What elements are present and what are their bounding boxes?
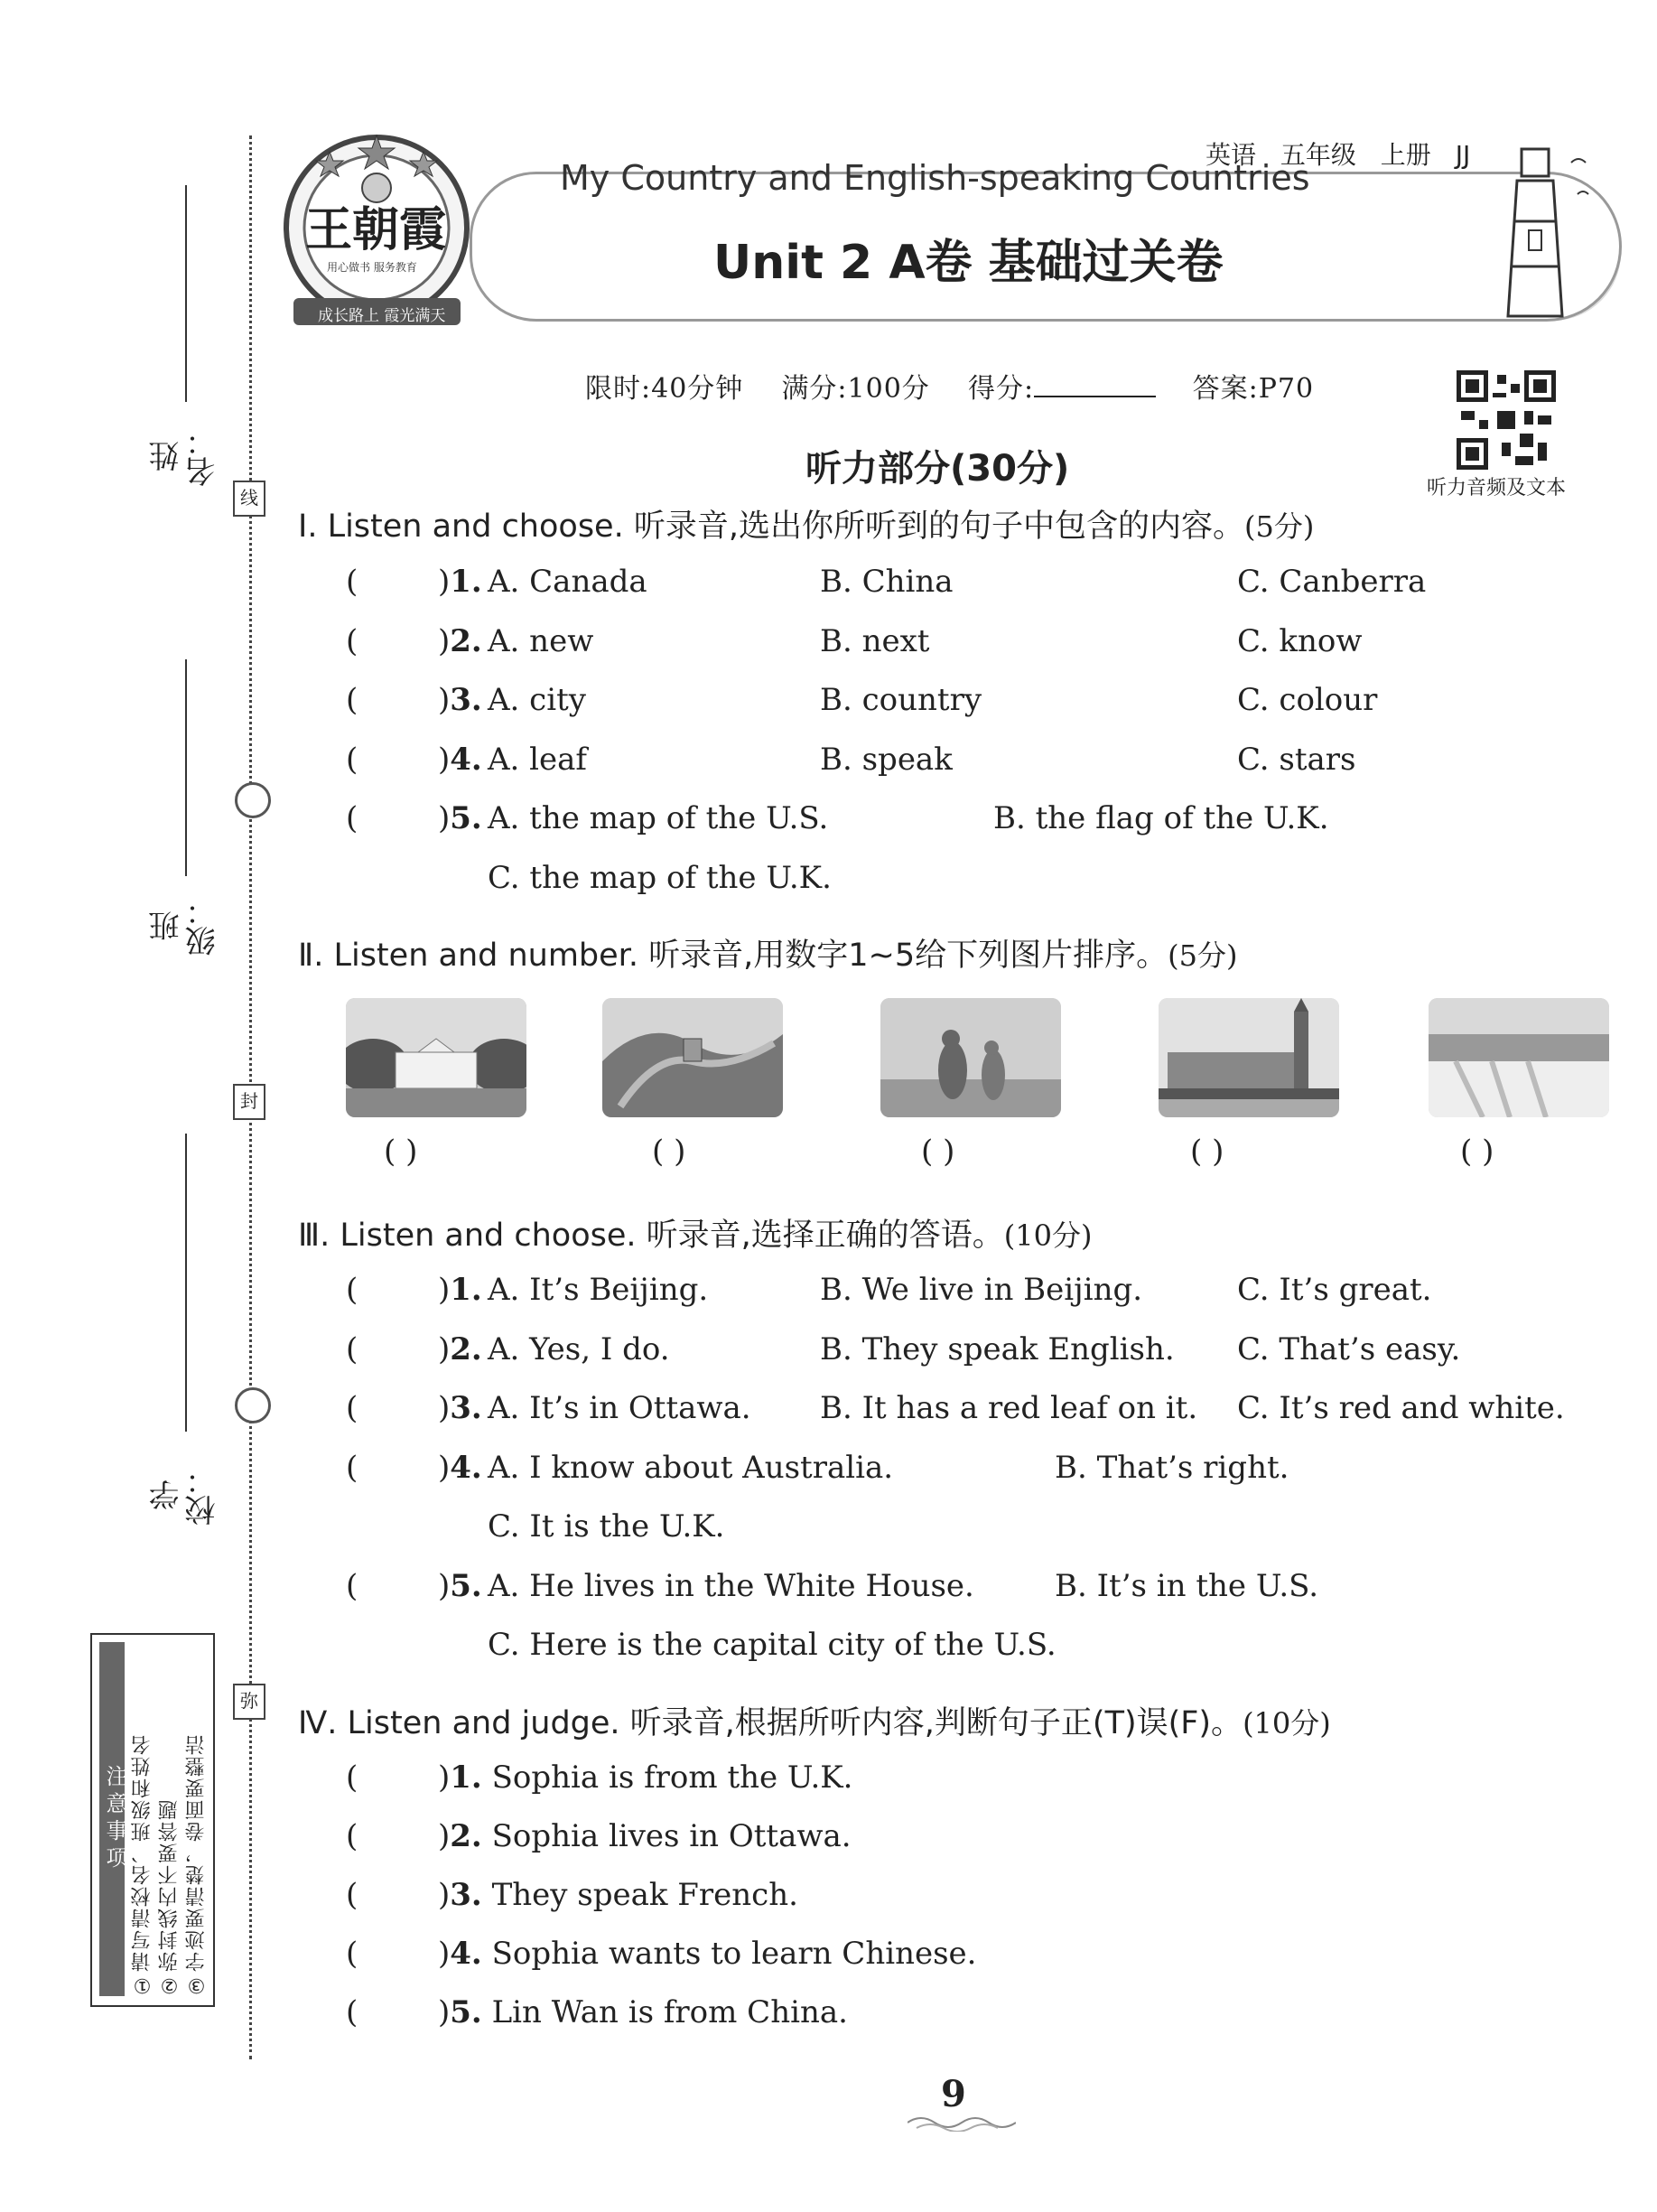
picture-blank-2[interactable]: ( ) bbox=[652, 1134, 686, 1170]
section-2-title: Ⅱ. Listen and number. 听录音,用数字1~5给下列图片排序。(5分) bbox=[298, 938, 1238, 974]
answer-blank[interactable]: ( bbox=[346, 564, 358, 600]
page-title: Unit 2 A卷 基础过关卷 bbox=[713, 236, 1224, 290]
seal-char-mi: 弥 bbox=[233, 1684, 265, 1720]
answer-blank[interactable]: ( bbox=[346, 1759, 358, 1796]
option-c: C. It’s great. bbox=[1237, 1272, 1432, 1308]
statement: )4. Sophia wants to learn Chinese. bbox=[438, 1936, 977, 1972]
question-number: )3. bbox=[438, 1390, 482, 1426]
option-b: B. the flag of the U.K. bbox=[993, 800, 1329, 836]
part-title: 听力部分(30分) bbox=[805, 448, 1070, 490]
answer-blank[interactable]: ( bbox=[346, 623, 358, 659]
info-line bbox=[585, 366, 1314, 406]
seal-char-seal: 封 bbox=[233, 1084, 265, 1120]
option-b: B. It’s in the U.S. bbox=[1055, 1568, 1319, 1604]
answer-blank[interactable]: ( bbox=[346, 742, 358, 778]
option-b: B. That’s right. bbox=[1055, 1450, 1289, 1486]
section-3-title: Ⅲ. Listen and choose. 听录音,选择正确的答语。(10分) bbox=[298, 1218, 1093, 1254]
option-a: A. Canada bbox=[488, 564, 647, 600]
school-label: 学 校： bbox=[149, 1464, 221, 1526]
logo-motto: 用心做书 服务教育 bbox=[327, 261, 417, 274]
option-b: B. They speak English. bbox=[820, 1331, 1175, 1367]
question-number: )4. bbox=[438, 742, 482, 778]
class-label: 班 级： bbox=[149, 895, 221, 957]
picture-blank-5[interactable]: ( ) bbox=[1460, 1134, 1494, 1170]
option-a: A. I know about Australia. bbox=[488, 1450, 894, 1486]
picture-blank-4[interactable]: ( ) bbox=[1190, 1134, 1224, 1170]
answer-blank[interactable]: ( bbox=[346, 1568, 358, 1604]
option-a: A. city bbox=[488, 682, 586, 718]
score-label: 得分: bbox=[967, 373, 1035, 405]
option-b: B. We live in Beijing. bbox=[820, 1272, 1143, 1308]
statement: )2. Sophia lives in Ottawa. bbox=[438, 1818, 852, 1854]
option-a: A. the map of the U.S. bbox=[488, 800, 829, 836]
answer-blank[interactable]: ( bbox=[346, 1877, 358, 1913]
picture-blank-3[interactable]: ( ) bbox=[921, 1134, 955, 1170]
question-number: )2. bbox=[438, 623, 482, 659]
statement: )1. Sophia is from the U.K. bbox=[438, 1759, 853, 1796]
answer-blank[interactable]: ( bbox=[346, 800, 358, 836]
option-b: B. next bbox=[820, 623, 930, 659]
question-number: )2. bbox=[438, 1331, 482, 1367]
notes-box bbox=[90, 1633, 215, 2007]
question-number: )5. bbox=[438, 800, 482, 836]
question-number: )1. bbox=[438, 564, 482, 600]
option-c: C. stars bbox=[1237, 742, 1356, 778]
answer-blank[interactable]: ( bbox=[346, 1450, 358, 1486]
score-blank[interactable] bbox=[1034, 396, 1156, 397]
option-a: A. He lives in the White House. bbox=[488, 1568, 974, 1604]
option-a: A. Yes, I do. bbox=[488, 1331, 670, 1367]
seal-circle-1 bbox=[235, 782, 271, 818]
section-1-title: Ⅰ. Listen and choose. 听录音,选出你所听到的句子中包含的内容。(5分) bbox=[298, 509, 1315, 545]
section-4-title: Ⅳ. Listen and judge. 听录音,根据所听内容,判断句子正(T)误(F)。(10分) bbox=[298, 1705, 1331, 1741]
answer-blank[interactable]: ( bbox=[346, 1818, 358, 1854]
name-label: 姓 名： bbox=[149, 425, 221, 487]
picture-niagara-falls bbox=[1429, 998, 1609, 1117]
option-c: C. colour bbox=[1237, 682, 1378, 718]
answer-blank[interactable]: ( bbox=[346, 1331, 358, 1367]
option-b: B. It has a red leaf on it. bbox=[820, 1390, 1198, 1426]
option-c: C. That’s easy. bbox=[1237, 1331, 1461, 1367]
question-number: )4. bbox=[438, 1450, 482, 1486]
notes-title: 注意事项 bbox=[99, 1642, 125, 1996]
answer-ref: 答案:P70 bbox=[1192, 373, 1315, 405]
picture-white-house bbox=[346, 998, 526, 1117]
option-a: A. It’s in Ottawa. bbox=[488, 1390, 751, 1426]
note-2: ②弥封线内不要答题 bbox=[158, 1798, 181, 1996]
option-b: B. country bbox=[820, 682, 982, 718]
option-b: B. China bbox=[820, 564, 954, 600]
answer-blank[interactable]: ( bbox=[346, 1272, 358, 1308]
question-number: )3. bbox=[438, 682, 482, 718]
picture-kangaroos bbox=[880, 998, 1061, 1117]
option-c: C. It is the U.K. bbox=[488, 1508, 725, 1545]
option-c: C. the map of the U.K. bbox=[488, 860, 832, 896]
option-c: C. Here is the capital city of the U.S. bbox=[488, 1627, 1057, 1663]
option-c: C. It’s red and white. bbox=[1237, 1390, 1565, 1426]
question-number: )5. bbox=[438, 1568, 482, 1604]
qr-caption: 听力音频及文本 bbox=[1427, 477, 1567, 499]
unit-subtitle: My Country and English-speaking Countries bbox=[560, 158, 1310, 198]
note-3: ③字迹要清楚，卷面要整洁 bbox=[185, 1733, 208, 1996]
seal-circle-2 bbox=[235, 1387, 271, 1423]
answer-blank[interactable]: ( bbox=[346, 682, 358, 718]
option-a: A. leaf bbox=[488, 742, 588, 778]
full-score: 满分:100分 bbox=[781, 373, 930, 405]
name-line bbox=[185, 185, 187, 402]
logo-text: 王朝霞 bbox=[305, 203, 447, 257]
option-b: B. speak bbox=[820, 742, 953, 778]
option-c: C. know bbox=[1237, 623, 1363, 659]
page-number: 9 bbox=[941, 2073, 966, 2115]
statement: )5. Lin Wan is from China. bbox=[438, 1994, 848, 2030]
school-line bbox=[185, 1134, 187, 1432]
qr-code-icon[interactable] bbox=[1457, 370, 1556, 470]
picture-big-ben bbox=[1159, 998, 1339, 1117]
option-a: A. It’s Beijing. bbox=[488, 1272, 709, 1308]
answer-blank[interactable]: ( bbox=[346, 1390, 358, 1426]
wave-icon bbox=[908, 2114, 1016, 2135]
time-limit: 限时:40分钟 bbox=[585, 373, 744, 405]
option-c: C. Canberra bbox=[1237, 564, 1427, 600]
statement: )3. They speak French. bbox=[438, 1877, 798, 1913]
logo-banner: 成长路上 霞光满天 bbox=[318, 307, 446, 325]
grade-info: 英语 五年级 上册 JJ bbox=[1206, 140, 1471, 170]
answer-blank[interactable]: ( bbox=[346, 1994, 358, 2030]
picture-great-wall bbox=[602, 998, 783, 1117]
option-a: A. new bbox=[488, 623, 594, 659]
answer-blank[interactable]: ( bbox=[346, 1936, 358, 1972]
picture-blank-1[interactable]: ( ) bbox=[384, 1134, 418, 1170]
class-line bbox=[185, 659, 187, 876]
lighthouse-icon bbox=[1494, 140, 1594, 324]
question-number: )1. bbox=[438, 1272, 482, 1308]
seal-char-line: 线 bbox=[233, 481, 265, 517]
note-1: ①请写清校名、班级和姓名 bbox=[131, 1733, 154, 1996]
